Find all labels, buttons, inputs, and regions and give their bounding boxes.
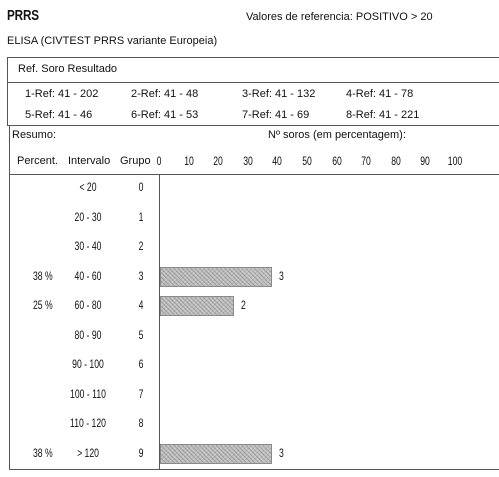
- group-label: 2: [138, 239, 144, 253]
- histogram-bar: [160, 267, 272, 287]
- divider-refs: [7, 82, 499, 83]
- ref-result-3: 3-Ref: 41 - 132: [242, 88, 316, 100]
- column-header-percent: Percent.: [17, 155, 58, 167]
- chart-title: Nº soros (em percentagem):: [268, 129, 406, 141]
- x-tick-label: 40: [272, 154, 283, 168]
- interval-label: 80 - 90: [74, 327, 102, 342]
- ref-result-2: 2-Ref: 41 - 48: [131, 88, 199, 100]
- x-tick-label: 0: [156, 154, 162, 168]
- x-tick-label: 80: [390, 154, 401, 168]
- x-tick-label: 50: [302, 154, 312, 168]
- ref-box-left-border: [7, 57, 8, 126]
- ref-result-1: 1-Ref: 41 - 202: [25, 88, 99, 100]
- interval-label: 30 - 40: [74, 239, 102, 253]
- x-tick-label: 100: [447, 154, 463, 168]
- group-label: 0: [138, 180, 144, 194]
- group-label: 9: [138, 445, 144, 460]
- divider-top: [7, 57, 499, 58]
- interval-label: 110 - 120: [70, 416, 106, 430]
- x-tick-label: 90: [420, 154, 431, 168]
- chart-axis: [159, 174, 160, 470]
- group-label: 6: [138, 357, 144, 371]
- reference-values: Valores de referencia: POSITIVO > 20: [246, 11, 433, 23]
- interval-label: < 20: [79, 180, 97, 194]
- count-label: 3: [279, 445, 285, 460]
- x-tick-label: 60: [331, 154, 342, 168]
- histogram-bar: [160, 296, 234, 316]
- histogram-bar: [160, 444, 272, 464]
- group-label: 3: [138, 268, 144, 283]
- count-label: 2: [241, 298, 246, 312]
- x-tick-label: 30: [242, 154, 253, 168]
- interval-label: 60 - 80: [74, 298, 102, 312]
- ref-table-header: Ref. Soro Resultado: [18, 63, 118, 75]
- column-header-group: Grupo: [120, 155, 151, 167]
- test-subtitle: ELISA (CIVTEST PRRS variante Europeia): [7, 35, 218, 47]
- summary-label: Resumo:: [12, 129, 57, 141]
- ref-result-7: 7-Ref: 41 - 69: [242, 109, 310, 121]
- summary-left-border: [9, 125, 10, 470]
- interval-label: 40 - 60: [74, 268, 102, 283]
- interval-label: 90 - 100: [72, 357, 104, 371]
- group-label: 7: [138, 386, 144, 401]
- x-tick-label: 20: [213, 154, 223, 168]
- ref-result-4: 4-Ref: 41 - 78: [346, 88, 414, 100]
- x-tick-label: 10: [183, 154, 194, 168]
- page-title: PRRS: [7, 7, 39, 24]
- divider-chart-top: [9, 174, 499, 175]
- ref-result-6: 6-Ref: 41 - 53: [131, 109, 199, 121]
- percent-label: 38 %: [33, 445, 53, 460]
- count-label: 3: [279, 268, 285, 283]
- ref-result-8: 8-Ref: 41 - 221: [346, 109, 420, 121]
- group-label: 5: [138, 327, 144, 342]
- group-label: 1: [138, 209, 144, 224]
- interval-label: 100 - 110: [70, 386, 106, 401]
- percent-label: 38 %: [33, 268, 53, 283]
- interval-label: > 120: [77, 445, 99, 460]
- interval-label: 20 - 30: [74, 209, 102, 224]
- divider-bottom: [9, 469, 499, 470]
- x-tick-label: 70: [361, 154, 371, 168]
- column-header-interval: Intervalo: [68, 155, 111, 167]
- group-label: 4: [138, 298, 144, 312]
- ref-result-5: 5-Ref: 41 - 46: [25, 109, 93, 121]
- group-label: 8: [138, 416, 144, 430]
- divider-summary: [7, 125, 499, 126]
- percent-label: 25 %: [33, 298, 53, 312]
